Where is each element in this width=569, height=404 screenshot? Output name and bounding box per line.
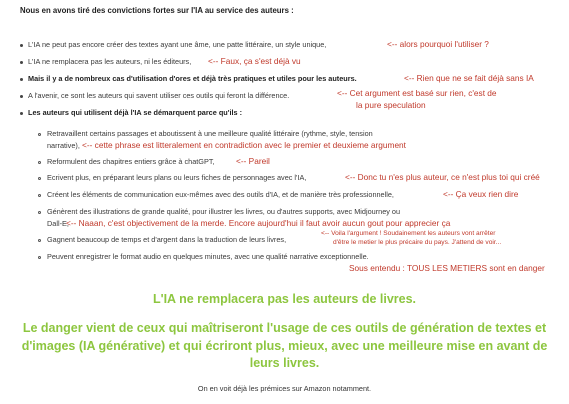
annotation-s4: <-- Ça veux rien dire xyxy=(443,189,519,199)
sub-bullet-circle xyxy=(38,133,41,136)
annotation-4-cont: la pure speculation xyxy=(356,100,426,110)
annotation-2: <-- Faux, ça s'est déjà vu xyxy=(208,56,301,66)
sub-bullet-circle xyxy=(38,239,41,242)
sub-bullet-7: Peuvent enregistrer le format audio en quelques minutes, avec une qualité narrative exceptionnelle. xyxy=(47,252,369,261)
sub-bullet-1-cont: narrative), xyxy=(47,141,80,150)
annotation-s1: <-- cette phrase est litteralement en contradiction avec le premier et deuxieme argument xyxy=(82,140,406,150)
intro-heading: Nous en avons tiré des convictions fortes sur l'IA au service des auteurs : xyxy=(20,6,294,15)
closing-line: On en voit déjà les prémices sur Amazon notamment. xyxy=(197,384,372,393)
bullet-dot xyxy=(20,95,23,98)
sub-bullet-circle xyxy=(38,161,41,164)
bullet-dot xyxy=(20,61,23,64)
annotation-4: <-- Cet argument est basé sur rien, c'est de xyxy=(337,88,497,98)
sub-bullet-6: Gagnent beaucoup de temps et d'argent dans la traduction de leurs livres, xyxy=(47,235,287,244)
bullet-1: L'IA ne peut pas encore créer des textes ayant une âme, une patte littéraire, un style unique, xyxy=(28,40,327,49)
annotation-3: <-- Rien que ne se fait déjà sans IA xyxy=(404,73,534,83)
sub-bullet-2: Reformulent des chapitres entiers grâce à chatGPT, xyxy=(47,157,215,166)
annotation-s7: Sous entendu : TOUS LES METIERS sont en danger xyxy=(349,263,545,273)
sub-bullet-circle xyxy=(38,256,41,259)
sub-bullet-circle xyxy=(38,177,41,180)
highlight-statement: L'IA ne remplacera pas les auteurs de livres. xyxy=(152,292,417,306)
sub-bullet-circle xyxy=(38,194,41,197)
annotation-s6: <-- Voila l'argument ! Soudainement les auteurs vont arrêter xyxy=(321,230,496,237)
bullet-4: A l'avenir, ce sont les auteurs qui savent utiliser ces outils qui feront la différence. xyxy=(28,91,290,100)
bullet-2: L'IA ne remplacera pas les auteurs, ni les éditeurs, xyxy=(28,57,192,66)
sub-bullet-circle xyxy=(38,211,41,214)
bullet-dot xyxy=(20,78,23,81)
annotation-s6-cont: d'être le metier le plus précaire du pays. J'attend de voir... xyxy=(333,239,502,246)
sub-bullet-1: Retravaillent certains passages et aboutissent à une meilleure qualité littéraire (rythme, style, tension xyxy=(47,129,373,138)
annotation-s5: <-- Naaan, c'est objectivement de la merde. Encore aujourd'hui il faut avoir aucun gout pour apprecier ça xyxy=(66,218,451,228)
bullet-dot xyxy=(20,44,23,47)
sub-bullet-4: Créent les éléments de communication eux-mêmes avec des outils d'IA, et de manière très professionnelle, xyxy=(47,190,394,199)
annotation-s2: <-- Pareil xyxy=(236,156,270,166)
annotation-s3: <-- Donc tu n'es plus auteur, ce n'est plus toi qui créé xyxy=(345,172,540,182)
sub-bullet-3: Ecrivent plus, en préparant leurs plans ou leurs fiches de personnages avec l'IA, xyxy=(47,173,307,182)
sub-bullet-5-cont: Dall-E, xyxy=(47,219,69,228)
bullet-5: Les auteurs qui utilisent déjà l'IA se démarquent parce qu'ils : xyxy=(28,108,243,117)
bullet-3: Mais il y a de nombreux cas d'utilisation d'ores et déjà très pratiques et utiles pour les auteurs. xyxy=(28,74,357,83)
sub-bullet-5: Génèrent des illustrations de grande qualité, pour illustrer les livres, ou d'autres supports, avec Midjourney ou xyxy=(47,207,401,216)
annotation-1: <-- alors pourquoi l'utiliser ? xyxy=(387,39,489,49)
highlight-paragraph: Le danger vient de ceux qui maîtriseront l'usage de ces outils de génération de textes et d'images (IA générative) et qui écriront plus, mieux, avec une meilleure mise en avant de leurs livres. xyxy=(21,321,548,370)
bullet-dot xyxy=(20,112,23,115)
